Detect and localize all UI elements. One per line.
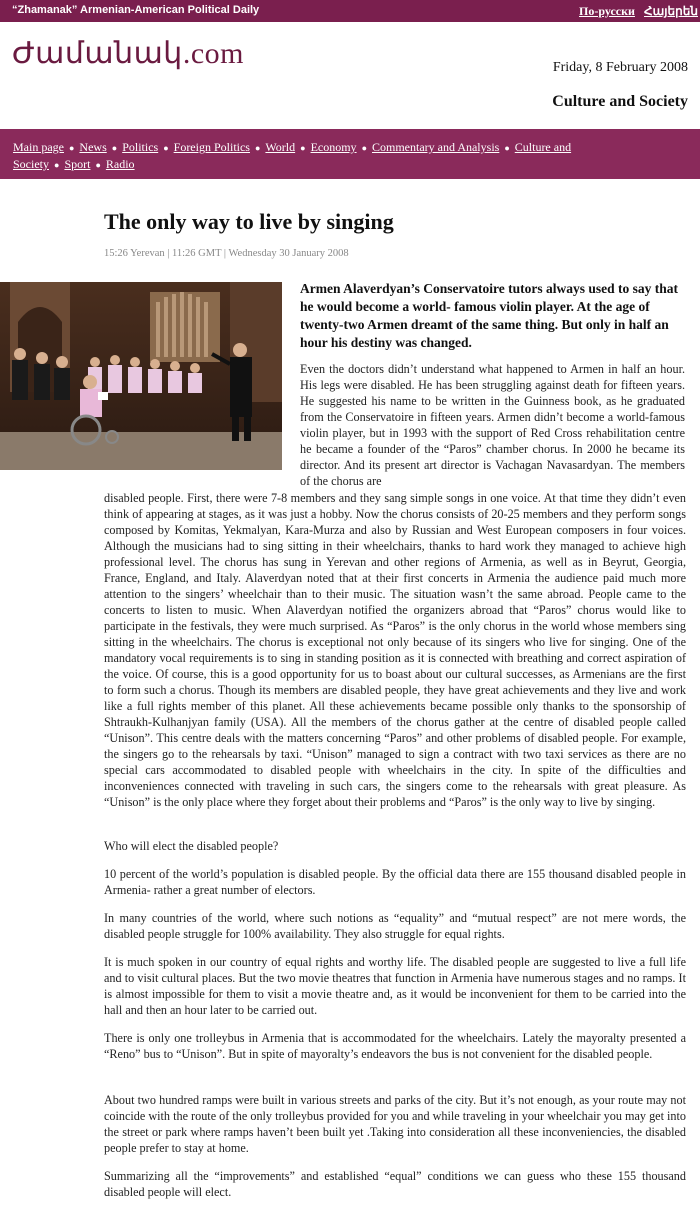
article-paragraph: About two hundred ramps were built in various streets and parks of the city. But it’s not enough, as your route may not coincide with the route of the only trolleybus provided for you and while traveling in your wheelchair you may get into the street or park where ramps haven’t been built yet .Taking into consideration all these inconveniencies, the disabled people prefer to stay at home.	[104, 1093, 686, 1155]
main-nav	[0, 129, 700, 179]
article-photo	[0, 282, 282, 470]
nav-link-news[interactable]: News	[79, 140, 107, 154]
article-paragraph: There is only one trolleybus in Armenia that is accommodated for the wheelchairs. Lately the mayoralty presented a “Reno” bus to “Unison”. But in spite of mayoralty’s endeavors the bus is not convenient for the disabled people.	[104, 1031, 686, 1061]
site-tagline: “Zhamanak” Armenian-American Political Daily	[12, 4, 260, 16]
nav-items	[13, 139, 693, 173]
nav-separator: ●	[54, 160, 60, 170]
article-paragraph: In many countries of the world, where such notions as “equality” and “mutual respect” are not mere words, the disabled people struggle for 100% availability. They also struggle for equal rights.	[104, 911, 686, 941]
nav-separator: ●	[254, 143, 261, 153]
nav-separator: ●	[111, 143, 118, 153]
nav-separator: ●	[68, 143, 75, 153]
nav-link-sport[interactable]: Sport	[64, 157, 91, 171]
article-paragraph: Summarizing all the “improvements” and established “equal” conditions we can guess who these 155 thousand disabled people will elect.	[104, 1169, 686, 1199]
current-date: Friday, 8 February 2008	[552, 60, 688, 75]
nav-separator: ●	[361, 143, 367, 153]
article-body-main: disabled people. First, there were 7-8 members and they sang simple songs in one voice. At that time they didn’t even think of appearing at stages, as it was just a hobby. Now the chorus consists of 20-25 members and they perform songs composed by Komitas, Yekmalyan, Kara-Murza and also by Russian and West European composers in four voices. Although the musicians had to sing sitting in their wheelchairs, thanks to hard work they managed to achieve high professional level. The chorus has sung in Yerevan and other regions of Armenia, as well as in Beyrut, Georgia, France, England, and Italy. Alaverdyan noted that at their first concerts in Armenia the audience paid much more attention to the singers’ wheelchair than to their music. The situation wasn’t the same abroad. People came to the concerts to listen to music. When Alaverdyan notified the organizers abroad that “Paros” chorus would like to participate in the festivals, they were much surprised. As “Paros” is the only chorus in the world whose members sing sitting in the wheelchairs. The chorus is exceptional not only because of its singers who live for singing. One of the mandatory vocal requirements is to sing in standing position as it is connected with breathing and correct aspiration of the voice. Of course, this is a good opportunity for us to boast about our cultural successes, as Armenians are the first to form such a chorus. Though its members are disabled people, they have great achievements and they live and work like a full rights member of this planet. All these achievements became possible only thanks to the sponsorship of Shtraukh-Kulhanjyan family (USA). All the members of the chorus gather at the centre of disabled people called “Unison”. This centre deals with the matters concerning “Paros” and other problems of disabled people. For example, the singers go to the rehearsals by taxi. “Unison” managed to sign a contract with two taxi services as there are no special cars accommodated to disabled people with wheelchairs in the city. In spite of the difficulties and inconveniences connected with traveling in such cars, the singers come to the rehearsals with great pleasure. As “Unison” is the only place where they forget about their problems and “Paros” is the only way to live by singing.	[104, 491, 686, 809]
article-lead: Armen Alaverdyan’s Conservatoire tutors always used to say that he would become a world- famous violin player. At the age of twenty-two Armen dreamt of the same thing. But only in half an hour his destiny was changed.	[300, 281, 678, 350]
nav-link-commentary-and-analysis[interactable]: Commentary and Analysis	[372, 140, 500, 154]
nav-separator: ●	[504, 143, 510, 153]
article-dateline: 15:26 Yerevan | 11:26 GMT | Wednesday 30 January 2008	[104, 248, 349, 259]
nav-link-politics[interactable]: Politics	[122, 140, 159, 154]
nav-link-world[interactable]: World	[265, 140, 296, 154]
nav-link-culture-and-society[interactable]: Culture and Society	[13, 140, 572, 171]
article-title: The only way to live by singing	[104, 209, 394, 234]
nav-separator: ●	[95, 160, 101, 170]
article-paragraph: 10 percent of the world’s population is disabled people. By the official data there are 155 thousand disabled people in Armenia- rather a great number of electors.	[104, 867, 686, 897]
chorus-photo-illustration	[0, 282, 282, 470]
section-title: Culture and Society	[552, 93, 688, 110]
site-logo[interactable]: Ժամանակ.com	[12, 37, 244, 70]
article-paragraph: It is much spoken in our country of equal rights and worthy life. The disabled people are suggested to live a full life and to visit cultural places. But the two movie theatres that function in Armenia have numerous stages and no ramps. It is almost impossible for them to visit a movie theatre and, as it would be inconvenient for them to be carried into the hall and then an hour later to be carried out.	[104, 955, 686, 1017]
article-paragraph: Who will elect the disabled people?	[104, 839, 279, 853]
lang-russian-link[interactable]: По-русски	[579, 4, 635, 18]
nav-link-foreign-politics[interactable]: Foreign Politics	[173, 140, 250, 154]
lang-armenian-link[interactable]: Հայերեն	[644, 4, 698, 18]
nav-link-economy[interactable]: Economy	[310, 140, 357, 154]
nav-link-radio[interactable]: Radio	[105, 157, 135, 171]
nav-link-main-page[interactable]: Main page	[13, 140, 64, 154]
nav-separator: ●	[300, 143, 306, 153]
article-body-intro: Even the doctors didn’t understand what happened to Armen in half an hour. His legs were disabled. He has been struggling against death for fifteen years. He suggested his name to be written in the Guinness book, as he graduated from the Conservatoire in fifteen years. Armen didn’t become a world-famous violin player, but in 1993 with the support of Red Cross rehabilitation centre he became a founder of the “Paros” chamber chorus. In 2000 he became its director. And its present art director is Vachagan Navasardyan. The members of the chorus are	[300, 362, 685, 488]
top-bar	[0, 0, 700, 22]
nav-separator: ●	[163, 143, 169, 153]
